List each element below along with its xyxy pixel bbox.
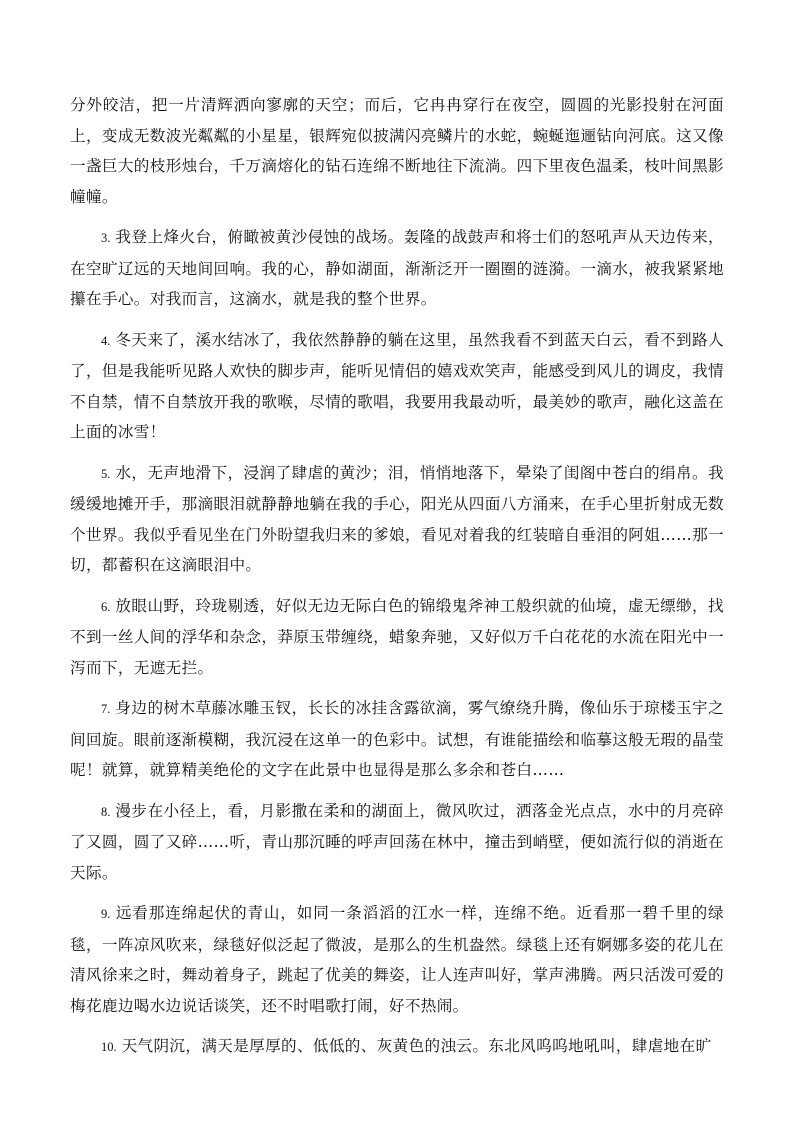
paragraph-number: 6. [101,599,111,614]
paragraph-4 [70,325,724,448]
paragraph-text: 天气阴沉，满天是厚厚的、低低的、灰黄色的浊云。东北风呜呜地吼叫，肆虐地在旷 [121,1037,712,1055]
paragraph-number: 7. [101,702,111,716]
paragraph-text: 漫步在小径上，看，月影撒在柔和的湖面上，微风吹过，洒落金光点点，水中的月亮碎了又圆，圆了又碎……听，青山那沉睡的呼声回荡在林中，撞击到峭壁，便如流行似的消逝在天际。 [70,801,724,882]
paragraph-text: 冬天来了，溪水结冰了，我依然静静的躺在这里，虽然我看不到蓝天白云，看不到路人了，但是我能听见路人欢快的脚步声，能听见情侣的嬉戏欢笑声，能感受到风儿的调皮，我情不自禁，情不自禁放开我的歌喉，尽情的歌唱，我要用我最动听，最美妙的歌声，融化这盖在上面的冰雪！ [70,330,724,441]
paragraph-text: 放眼山野，玲珑剔透，好似无边无际白色的锦缎鬼斧神工般织就的仙境，虚无缥缈，找不到一丝人间的浮华和杂念，莽原玉带缠绕，蜡象奔驰，又好似万千白花花的水流在阳光中一泻而下，无遮无拦。 [70,596,724,677]
paragraph-10 [70,1031,724,1063]
paragraph-text: 远看那连绵起伏的青山，如同一条滔滔的江水一样，连绵不绝。近看那一碧千里的绿毯，一阵凉风吹来，绿毯好似泛起了微波，是那么的生机盎然。绿毯上还有婀娜多姿的花儿在清风徐来之时，舞动着身子，跳起了优美的舞姿，让人连声叫好，掌声沸腾。两只活泼可爱的梅花鹿边喝水边说话谈笑，还不时唱歌打闹，好不热闹。 [70,904,724,1015]
paragraph-6 [70,591,724,684]
paragraph-continued [70,90,724,212]
paragraph-number: 5. [101,466,111,481]
paragraph-text: 分外皎洁，把一片清辉洒向寥廓的天空；而后，它冉冉穿行在夜空，圆圆的光影投射在河面上，变成无数波光粼粼的小星星，银辉宛似披满闪亮鳞片的水蛇，蜿蜒迤逦钻向河底。这又像一盏巨大的枝形烛台，千万滴熔化的钻石连绵不断地往下流淌。四下里夜色温柔，枝叶间黑影幢幢。 [70,96,724,206]
paragraph-3 [70,222,724,315]
paragraph-8 [70,796,724,889]
paragraph-text: 水，无声地滑下，浸润了肆虐的黄沙；泪，悄悄地落下，晕染了闺阁中苍白的绢帛。我缓缓地摊开手，那滴眼泪就静静地躺在我的手心，阳光从四面八方涌来，在手心里折射成无数个世界。我似乎看见坐在门外盼望我归来的爹娘，看见对着我的红装暗自垂泪的阿姐……那一切，都蓄积在这滴眼泪中。 [70,463,724,574]
paragraph-number: 4. [101,333,111,348]
paragraph-text: 身边的树木草藤冰雕玉钗，长长的冰挂含露欲滴，雾气缭绕升腾，像仙乐于琼楼玉宇之间回旋。眼前逐渐模糊，我沉浸在这单一的色彩中。试想，有谁能描绘和临摹这般无瑕的晶莹呢！就算，就算精美绝伦的文字在此景中也显得是那么多余和苍白…… [70,699,724,779]
paragraph-text: 我登上烽火台，俯瞰被黄沙侵蚀的战场。轰隆的战鼓声和将士们的怒吼声从天边传来，在空旷辽远的天地间回响。我的心，静如湖面，渐渐泛开一圈圈的涟漪。一滴水，被我紧紧地攥在手心。对我而言，这滴水，就是我的整个世界。 [70,228,724,308]
paragraph-number: 3. [101,231,111,245]
paragraph-number: 9. [101,907,111,921]
paragraph-7 [70,693,724,786]
paragraph-number: 8. [101,804,111,819]
paragraph-5 [70,458,724,581]
paragraph-9 [70,898,724,1021]
document-body [70,90,724,1073]
paragraph-number: 10. [101,1040,117,1054]
